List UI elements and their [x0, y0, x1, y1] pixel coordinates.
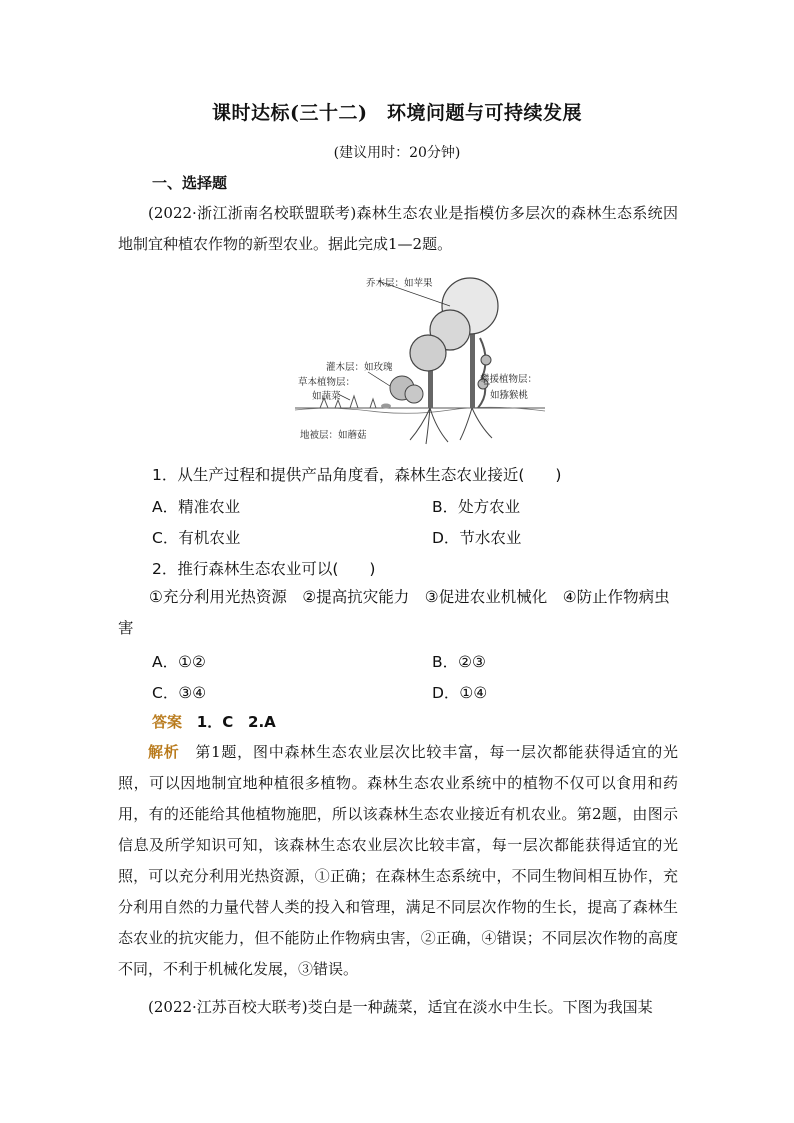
- label-climber-2: 如猕猴桃: [490, 390, 529, 401]
- climber-roots: [460, 408, 492, 440]
- rose-shrub: [405, 385, 423, 403]
- q2-option-a[interactable]: A．①②: [152, 653, 206, 671]
- question-1-stem: 1．从生产过程和提供产品角度看，森林生态农业接近( ): [152, 466, 562, 484]
- leader-line: [368, 372, 390, 386]
- label-arbor: 乔木层：如苹果: [366, 278, 433, 289]
- question-2-stem: 2．推行森林生态农业可以( ): [152, 560, 376, 578]
- label-climber-1: 攀援植物层：: [480, 374, 538, 385]
- answer-q1: 1．C: [196, 713, 234, 731]
- kiwi-vine: [478, 338, 486, 408]
- question-2-statements: ①充分利用光热资源 ②提高抗灾能力 ③促进农业机械化 ④防止作物病虫害: [118, 588, 670, 637]
- q1-option-b[interactable]: B．处方农业: [432, 498, 521, 516]
- label-herb-2: 如蔬菜: [312, 391, 341, 402]
- tree-canopy-low: [410, 335, 446, 371]
- section-heading: 一、选择题: [152, 174, 228, 192]
- intro-paragraph-1: (2022·浙江浙南名校联盟联考)森林生态农业是指模仿多层次的森林生态系统因地制宜种植农作物的新型农业。据此完成1—2题。: [118, 204, 678, 253]
- q2-option-d[interactable]: D．①④: [432, 684, 488, 702]
- tall-tree-trunk: [470, 323, 475, 408]
- answer-label: 答案: [152, 713, 183, 731]
- intro-paragraph-2: (2022·江苏百校大联考)茭白是一种蔬菜，适宜在淡水中生长。下图为我国某: [148, 998, 653, 1016]
- q1-option-d[interactable]: D．节水农业: [432, 529, 522, 547]
- label-shrub: 灌木层：如玫瑰: [326, 362, 393, 373]
- kiwi-leaf: [481, 355, 491, 365]
- q2-option-b[interactable]: B．②③: [432, 653, 486, 671]
- q1-option-c[interactable]: C．有机农业: [152, 529, 241, 547]
- answer-q2: 2.A: [248, 713, 276, 731]
- label-herb-1: 草本植物层：: [298, 377, 356, 388]
- q1-option-a[interactable]: A．精准农业: [152, 498, 241, 516]
- q2-option-c[interactable]: C．③④: [152, 684, 207, 702]
- answer-line: [152, 711, 276, 732]
- page-title: 课时达标(三十二) 环境问题与可持续发展: [212, 102, 582, 124]
- label-ground: 地被层：如蘑菇: [300, 430, 367, 441]
- mushroom-cap: [381, 404, 391, 409]
- forest-layers-figure: [290, 268, 550, 448]
- analysis-paragraph: [118, 737, 678, 985]
- analysis-label: 解析: [148, 743, 180, 761]
- suggested-time: (建议用时：20分钟): [333, 145, 461, 161]
- analysis-text: 第1题，图中森林生态农业层次比较丰富，每一层次都能获得适宜的光照，可以因地制宜地种植很多植物。森林生态农业系统中的植物不仅可以食用和药用，有的还能给其他植物施肥，所以该森林生态农业接近有机农业。第2题，由图示信息及所学知识可知，该森林生态农业层次比较丰富，每一层次都能获得适宜的光照，可以充分利用光热资源，①正确；在森林生态系统中，不同生物间相互协作，充分利用自然的力量代替人类的投入和管理，满足不同层次作物的生长，提高了森林生态农业的抗灾能力，但不能防止作物病虫害，②正确，④错误；不同层次作物的高度不同，不利于机械化发展，③错误。: [118, 743, 678, 978]
